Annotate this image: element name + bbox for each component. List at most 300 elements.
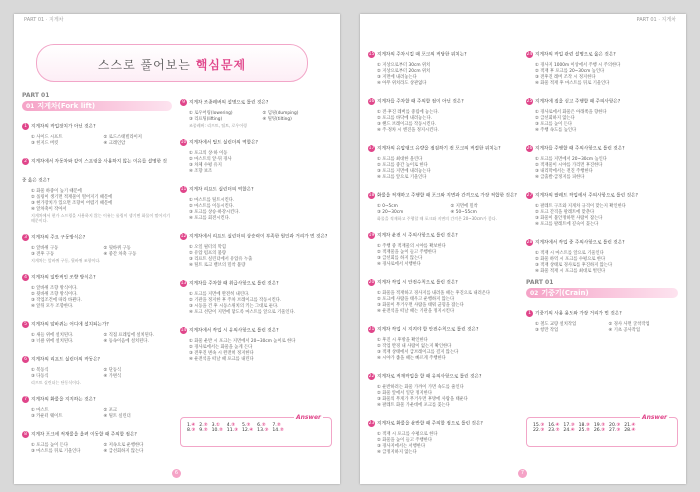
option-item: ④ 50~55cm	[450, 210, 477, 215]
option-item: ④ 포크를 앞으로 기울인다	[377, 175, 427, 180]
question-options	[377, 110, 520, 134]
question-head	[368, 185, 520, 204]
question-options	[189, 245, 332, 269]
option-item: ③ 경사지에서는 서행한다	[377, 444, 426, 449]
option-item: ② 로드스태빌라이저	[103, 135, 142, 140]
question-options	[535, 157, 678, 181]
question-text: 지게차에서 자동차와 같이 스프링을 사용하지 않는 이유를 설명한 것 중 옳은 것은?	[22, 159, 167, 184]
section-title: 기중기(Crain)	[541, 289, 589, 297]
answer-choice: ④	[631, 423, 636, 428]
answer-qnum: 27.	[609, 428, 617, 433]
question-head	[526, 303, 678, 322]
option-item: ② 포크	[103, 408, 118, 413]
question-number: 25	[526, 99, 533, 104]
option-item: ③ 전후진 레버 조작 시 정지한다	[535, 75, 596, 80]
option-item: ④ 시야가 좁을 때는 빠르게 주행한다	[377, 356, 446, 361]
answer-choice: ②	[261, 423, 266, 428]
answer-choice: ③	[540, 423, 545, 428]
option-item: ④ 급정지하지 않는다	[377, 450, 417, 455]
question-item	[22, 424, 172, 455]
answer-cell	[270, 428, 285, 433]
answer-cell	[210, 428, 225, 433]
question-tip: 조종레버: 리프트, 틸트, 로우어링	[189, 123, 247, 128]
answer-qnum: 18.	[578, 423, 586, 428]
question-number: 20	[368, 280, 375, 285]
question-options	[31, 333, 172, 345]
question-text: 지게차의 앞바퀴는 어디에 설치되는가?	[31, 322, 109, 328]
answer-qnum: 26.	[593, 428, 602, 433]
answer-qnum: 14.	[272, 428, 280, 433]
section-header-crane	[526, 288, 678, 298]
answer-label: Answer	[295, 414, 321, 421]
question-text: 지게차의 주요 구동방식은?	[31, 235, 86, 241]
question-item	[368, 319, 520, 362]
option-item: ③ 차체 수평 유지	[189, 163, 222, 168]
option-item: ④ 아무 위치라도 상관없다	[377, 81, 427, 86]
option-item: ③ 화물이 무거우면 사람을 태워 균형을 잡는다	[377, 303, 464, 308]
question-head	[180, 226, 332, 245]
answer-cell	[531, 428, 546, 433]
question-head	[368, 225, 520, 244]
option-item: ④ 조향 보조	[189, 169, 213, 174]
option-item: ① 화물 운반 시 포크는 지면에서 20~30cm 높이로 한다	[189, 339, 296, 344]
question-number: 19	[368, 233, 375, 238]
question-options	[377, 385, 520, 409]
question-text: 지게차의 리프트 실린더의 작동은?	[31, 357, 100, 363]
question-number: 27	[526, 193, 533, 198]
answer-cell	[255, 428, 270, 433]
question-number: 22	[368, 374, 375, 379]
left-crumb: PART 01 · 지게차	[24, 17, 64, 23]
question-number: 17	[368, 146, 375, 151]
question-item	[526, 138, 678, 181]
question-head	[180, 179, 332, 198]
answer-choice: ③	[585, 423, 590, 428]
option-item: ③ 리프팅(lifting)	[189, 117, 223, 122]
question-options	[535, 204, 678, 228]
question-text: 지게차 작업 시 지켜야 할 안전수칙으로 틀린 것은?	[377, 327, 479, 333]
option-item: ① 복동식	[31, 368, 49, 373]
question-options	[31, 408, 172, 420]
option-item: ③ 마스트를 뒤로 기울인다	[31, 449, 81, 454]
question-text: 지게차의 팔레트 작업에서 주의사항으로 틀린 것은?	[535, 193, 638, 199]
option-item: ③ 포크를 상승·하강시킨다.	[189, 210, 240, 215]
option-item: ③ 항만 작업	[535, 328, 559, 333]
question-number: 14	[180, 328, 187, 333]
answer-qnum: 10.	[211, 428, 219, 433]
question-options	[31, 246, 172, 258]
answer-qnum: 16.	[548, 423, 556, 428]
question-options	[377, 291, 520, 315]
option-item: ③ 내리막에서는 전진 주행한다	[535, 169, 593, 174]
answer-row	[531, 428, 637, 433]
option-item: ③ 적재 상태로 경사로를 후진하지 않는다	[535, 263, 613, 268]
option-item: ④ 포크 선단이 지면에 닿도록 마스트를 앞으로 기울인다.	[189, 310, 296, 315]
option-item: ② 덤핑(dumping)	[262, 111, 299, 116]
question-item	[22, 349, 172, 385]
answer-choice: ③	[264, 428, 269, 433]
question-text: 지게차 조종레버의 설명으로 틀린 것은?	[189, 100, 269, 106]
question-tip: 지게차에서 현가 스프링을 사용하지 않는 이유는 롤링이 생기면 화물이 떨어지기 때문이다.	[31, 213, 170, 223]
option-item: ① 주행 중 적재물의 시야를 확보한다	[377, 244, 446, 249]
question-item	[368, 185, 520, 221]
answer-box-left	[180, 414, 332, 447]
question-head	[22, 389, 172, 408]
question-head	[22, 116, 172, 135]
option-item: ① 운반하려는 화물 가까이 가면 속도를 줄인다	[377, 385, 464, 390]
section-header-forklift	[22, 101, 172, 111]
part-label: PART 01	[22, 92, 50, 99]
question-text: 지게차 작업 시 안전수칙으로 틀린 것은?	[377, 280, 458, 286]
option-item: ② 직접 프레임에 설치된다.	[103, 333, 155, 338]
question-list	[526, 44, 678, 275]
option-item: ③ 작업조건에 따라 바뀐다.	[31, 298, 82, 303]
question-list	[180, 92, 332, 363]
question-item	[368, 272, 520, 315]
question-list	[368, 44, 520, 456]
option-item: ③ 너클 위에 설치된다.	[31, 339, 74, 344]
option-item: ② 기관을 정지한 후 주차 브레이크를 작동시킨다.	[189, 298, 282, 303]
option-item: ③ 시동을 건 후 시동스위치의 키는 그대로 둔다.	[189, 304, 279, 309]
answer-choice: ②	[279, 428, 284, 433]
answer-label: Answer	[641, 414, 667, 421]
question-item	[22, 116, 172, 147]
question-item	[22, 389, 172, 420]
answer-choice: ②	[585, 428, 590, 433]
question-options	[535, 63, 678, 87]
option-item: ④ 경사로에서 서행한다	[377, 262, 421, 267]
question-item	[22, 314, 172, 345]
question-item	[368, 138, 520, 181]
answer-choice: ②	[246, 423, 251, 428]
answer-choice: ④	[555, 423, 560, 428]
option-item: ② 단동식	[103, 368, 122, 373]
question-number: 1	[526, 310, 533, 317]
question-item	[180, 273, 332, 316]
question-options	[31, 189, 172, 213]
option-item: ③ 카운터 웨이트	[31, 414, 63, 419]
option-item: ② 뒷바퀴 구동	[103, 246, 131, 251]
answer-qnum: 20.	[609, 423, 617, 428]
question-number: 23	[368, 421, 375, 426]
option-item: ② 저속으로 운행한다	[103, 443, 144, 448]
answer-choice: ③	[191, 428, 196, 433]
question-head	[22, 227, 172, 246]
answer-qnum: 12.	[241, 428, 250, 433]
question-item	[526, 232, 678, 275]
question-options	[535, 322, 678, 334]
option-item: ③ 화물의 무게가 무거우면 후방에 사람을 태운다	[377, 397, 468, 402]
option-item: ① 포크를 높이 든다	[31, 443, 69, 448]
answer-qnum: 11.	[226, 428, 235, 433]
page-number: 6	[172, 469, 181, 478]
option-item: ② 경사로에서는 화물을 높게 든다	[189, 345, 253, 350]
question-item	[180, 132, 332, 175]
question-text: 지게차를 주차할 때 주의할 점이 아닌 것은?	[377, 99, 464, 105]
question-text: 지게차에서 작업 시 유의사항으로 틀린 것은?	[189, 328, 279, 334]
question-head	[22, 424, 172, 443]
answer-choice: ②	[601, 423, 606, 428]
question-number: 21	[368, 327, 375, 332]
answer-qnum: 4.	[226, 423, 232, 428]
answer-qnum: 15.	[533, 423, 541, 428]
answer-qnum: 21.	[624, 423, 632, 428]
option-item: ① 앞바퀴 구동	[31, 246, 59, 251]
left-page	[14, 14, 340, 484]
question-item	[368, 91, 520, 134]
option-item: ③ 리프트 실린더에서 유압유 누출	[189, 257, 253, 262]
option-item: ② 유압 펌프의 불량	[189, 251, 227, 256]
answer-cell	[607, 428, 622, 433]
question-text: 지게차를 주차할 때 취급사항으로 틀린 것은?	[189, 281, 279, 287]
option-item: ③ 핸드 브레이크를 작동시킨다.	[377, 122, 437, 127]
question-number: 3	[22, 234, 29, 241]
option-item: ① 새들 위에 설치된다.	[31, 333, 74, 338]
answer-qnum: 9.	[199, 428, 204, 433]
part-label: PART 01	[526, 279, 554, 286]
option-item: ① 사이드 시프트	[31, 135, 63, 140]
question-options	[377, 244, 520, 268]
option-item: ② 화물 앞에서 일단 정지한다	[377, 391, 432, 396]
question-number: 28	[526, 240, 533, 245]
answer-choice: ③	[540, 428, 545, 433]
option-item: ① 포크를 지면에 완전히 내린다.	[189, 292, 250, 297]
option-item: ② 지면에 밀착	[450, 204, 478, 209]
answer-cell	[185, 428, 197, 433]
answer-table	[531, 423, 637, 433]
option-item: ② 급선회하지 않는다	[535, 116, 575, 121]
question-number: 10	[180, 140, 187, 145]
answer-qnum: 5.	[241, 423, 247, 428]
question-text: 지게차에서 리프트 실린더의 상승력이 부족한 원인과 거리가 먼 것은?	[189, 234, 328, 240]
question-head	[368, 44, 520, 63]
question-text: 지게차를 주행할 때 주의사항으로 틀린 것은?	[535, 146, 625, 152]
question-number: 15	[368, 52, 375, 57]
question-text: 지게차 리프트 실린더의 역할은?	[189, 187, 254, 193]
question-number: 7	[22, 396, 29, 403]
option-item: ① 마스트를 틸트시킨다.	[189, 198, 235, 203]
question-text: 화물을 적재하고 주행할 때 포크와 지면과 간격으로 가장 적합한 것은?	[377, 193, 517, 199]
question-number: 1	[22, 123, 29, 130]
question-head	[368, 413, 520, 432]
option-item: ④ 크레인암	[103, 141, 126, 146]
question-text: 지게차의 주차시킬 때 포크의 적당한 위치는?	[377, 52, 467, 58]
right-page	[360, 14, 686, 484]
question-number: 4	[22, 274, 29, 281]
answer-cell	[240, 428, 255, 433]
question-tip: 지게차는 앞바퀴 구동, 뒷바퀴 조향이다.	[31, 258, 101, 263]
answer-box-right	[526, 414, 678, 447]
option-item: ② 포크 간격을 팔레트에 맞춘다	[535, 210, 595, 215]
question-head	[180, 273, 332, 292]
answer-qnum: 3.	[211, 423, 216, 428]
answer-choice: ④	[570, 428, 575, 433]
question-head	[526, 185, 678, 204]
option-item: ① 지상으로부터 30cm 위치	[377, 63, 431, 68]
option-item: ① 포크의 상·하 이동	[189, 151, 228, 156]
option-item: ③ 전후진 변속 시 완전히 정지한다	[189, 351, 254, 356]
option-item: ④ 중간 차축 구동	[103, 252, 137, 257]
question-text: 지게차에서 작업 중 주의사항으로 틀린 것은?	[535, 240, 625, 246]
answer-choice: ③	[616, 423, 621, 428]
page-title-banner	[36, 44, 308, 82]
question-head	[22, 267, 172, 286]
question-number: 11	[180, 187, 187, 192]
question-item	[368, 366, 520, 409]
question-text: 지게차에서 틸트 실린더의 역할은?	[189, 140, 258, 146]
answer-choice: ②	[231, 423, 236, 428]
question-head	[368, 91, 520, 110]
question-head	[526, 91, 678, 110]
question-head	[22, 349, 172, 368]
question-number: 9	[180, 99, 187, 106]
answer-cell	[546, 428, 561, 433]
answer-choice: ③	[570, 423, 575, 428]
left-column-1	[22, 92, 172, 459]
question-item	[22, 227, 172, 263]
option-item: ① 경사로에서 화물은 아래쪽을 향한다	[535, 110, 607, 115]
option-item: ② 화물을 높이 들고 주행한다	[377, 438, 432, 443]
question-options	[377, 432, 520, 456]
option-item: ④ 틸트 실린더	[103, 414, 131, 419]
question-head	[368, 138, 520, 157]
question-item	[368, 44, 520, 87]
section-number: 01	[26, 102, 35, 110]
option-item: ② 경사 사면 굴착작업	[608, 322, 650, 327]
question-item	[526, 303, 678, 334]
answer-cell	[561, 428, 576, 433]
option-item: ④ 가변식	[103, 374, 122, 379]
option-item: ② 적재물을 높이 들고 주행한다	[377, 250, 437, 255]
option-item: ④ 팔레트 화물 가운데에 포크를 꽂는다	[377, 403, 450, 408]
question-item	[22, 267, 172, 310]
option-item: ④ 운전석을 떠날 때 포크를 내린다	[189, 357, 254, 362]
option-item: ② 화물 하역 시 포크를 수평으로 한다	[535, 257, 606, 262]
title-main: 핵심문제	[195, 58, 247, 72]
answer-cell	[592, 428, 607, 433]
option-item: ③ 힌지드 버킷	[31, 141, 59, 146]
question-text: 지게차의 화물을 지지하는 것은?	[31, 397, 96, 403]
question-options	[189, 198, 332, 222]
option-item: ① 화물을 적재하고 경사지를 내려올 때는 후진으로 내려온다	[377, 291, 491, 296]
option-item: ② 뒷바퀴 조향 방식이다.	[31, 292, 78, 297]
answer-choice: ④	[191, 423, 196, 428]
option-item: ① 로우어링(lowering)	[189, 111, 233, 116]
right-crumb: PART 01 · 지게차	[636, 17, 676, 23]
question-number: 8	[22, 431, 29, 438]
question-item	[180, 226, 332, 269]
question-item	[526, 44, 678, 87]
question-item	[526, 91, 678, 134]
question-number: 2	[22, 158, 29, 165]
answer-qnum: 8.	[187, 428, 192, 433]
answer-choice: ②	[276, 423, 281, 428]
question-head	[526, 44, 678, 63]
option-item: ③ 적재 상태에서 급브레이크를 걸지 않는다	[377, 350, 459, 355]
option-item: ② 지상으로부터 20cm 위치	[377, 69, 431, 74]
option-item: ④ 앞차축이 작아서	[31, 207, 67, 212]
option-item: ③ 급선회를 하지 않는다	[377, 256, 423, 261]
answer-qnum: 17.	[563, 423, 571, 428]
question-number: 16	[368, 99, 375, 104]
option-item: ① 화물 하중이 높기 때문에	[31, 189, 82, 194]
question-head	[526, 232, 678, 251]
option-item: ③ 지면에 내려놓는다	[377, 75, 417, 80]
section-number: 02	[530, 289, 539, 297]
answer-qnum: 13.	[257, 428, 265, 433]
answer-cell	[197, 428, 209, 433]
answer-choice: ①	[215, 423, 220, 428]
option-item: ① 적재 시 포크를 수평으로 한다	[377, 432, 438, 437]
answer-choice: ②	[203, 423, 208, 428]
question-number: 18	[368, 193, 375, 198]
question-list	[22, 116, 172, 455]
question-head	[180, 92, 332, 111]
question-text: 지게차의 유압탱크 유량을 점검하기 전 포크의 적절한 위치는?	[377, 146, 501, 152]
answer-choice: ②	[555, 428, 560, 433]
answer-cell	[225, 428, 240, 433]
question-tip: 화물을 적재하고 주행할 때 포크와 지면의 간격은 20~30cm가 좋다.	[377, 216, 497, 221]
question-head	[368, 272, 520, 291]
option-item: ② 롤링이 생기면 적재물이 떨어지기 때문에	[31, 195, 113, 200]
option-item: ② 포크를 바닥에 내려놓는다.	[377, 116, 432, 121]
answer-choice: ②	[218, 428, 223, 433]
question-number: 26	[526, 146, 533, 151]
answer-choice: ③	[616, 428, 621, 433]
question-number: 13	[180, 281, 187, 286]
answer-row	[185, 428, 286, 433]
option-item: ① 철도 교량 설치작업	[535, 322, 577, 327]
question-options	[535, 110, 678, 134]
option-item: ④ 등속이음에 설치된다.	[103, 339, 149, 344]
question-number: 6	[22, 356, 29, 363]
question-options	[377, 157, 520, 181]
question-text: 기중기의 사용 용도와 가장 거리가 먼 것은?	[535, 311, 622, 317]
option-item: ① 포크를 최대한 올린다	[377, 157, 423, 162]
answer-choice: ④	[631, 428, 636, 433]
answer-qnum: 1.	[187, 423, 192, 428]
option-item: ② 작업 반경 내 사람이 없는지 확인한다	[377, 344, 452, 349]
option-item: ③ 20~30cm	[377, 210, 404, 215]
question-options	[31, 368, 172, 380]
option-item: ④ 운전석을 떠날 때는 기관을 정지시킨다	[377, 309, 455, 314]
answer-choice: ②	[203, 428, 208, 433]
option-item: ④ 급출발·급정지를 피한다	[535, 175, 585, 180]
question-head	[180, 320, 332, 339]
option-item: ① 포크를 지면에서 20~30cm 높인다	[535, 157, 607, 162]
question-number: 24	[526, 52, 533, 57]
option-item: ② 마스트의 앞·뒤 경사	[189, 157, 232, 162]
option-item: ① 앞바퀴 조향 방식이다.	[31, 286, 78, 291]
answer-choice: ③	[234, 428, 238, 433]
question-options	[189, 111, 332, 123]
answer-qnum: 19.	[593, 423, 602, 428]
option-item: ① 팔레트 구조와 지게차 규격이 맞는지 확인한다	[535, 204, 626, 209]
option-item: ② 포크에 사람을 태우고 운행하지 않는다	[377, 297, 455, 302]
question-number: 12	[180, 234, 187, 239]
answer-choice: ③	[601, 428, 606, 433]
question-options	[189, 151, 332, 175]
question-tip: 리프트 실린더는 단동식이다.	[31, 380, 82, 385]
question-text: 지게차의 일반적인 조향 방식은?	[31, 275, 96, 281]
answer-qnum: 2.	[199, 423, 204, 428]
section-title: 지게차(Fork lift)	[37, 102, 96, 110]
option-item: ③ 포크를 높이 든다	[535, 122, 573, 127]
question-head	[22, 151, 172, 189]
option-item: ① 마스트	[31, 408, 49, 413]
answer-qnum: 23.	[548, 428, 556, 433]
question-text: 지게차로 적재작업을 할 때 유의사항으로 틀린 것은?	[377, 374, 482, 380]
